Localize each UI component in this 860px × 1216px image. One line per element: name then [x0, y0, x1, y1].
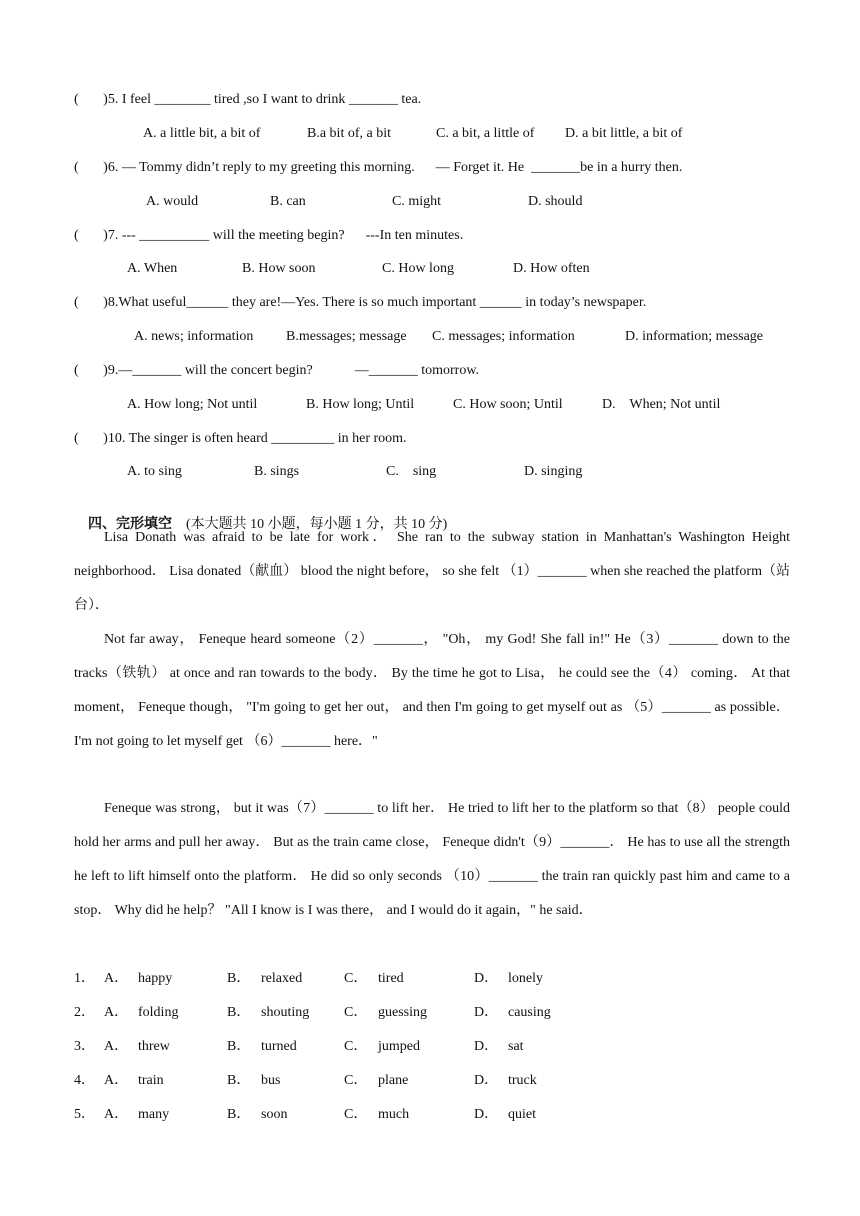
choice-option-b: soon	[261, 1107, 288, 1122]
option-c: C. messages; information	[432, 329, 575, 344]
option-b: B. sings	[254, 464, 300, 479]
choice-letter-c: C．	[344, 1039, 368, 1054]
choice-letter-a: A．	[104, 1073, 129, 1088]
choice-option-a: many	[138, 1107, 170, 1122]
choice-option-d: causing	[508, 1005, 551, 1020]
option-c: C. sing	[386, 464, 437, 479]
choice-number: 2．	[74, 1005, 95, 1020]
section-title: 四、完形填空	[88, 516, 172, 532]
choice-letter-d: D．	[474, 1073, 499, 1088]
choice-row	[74, 970, 674, 988]
question-5-stem: ( )5. I feel ________ tired ,so I want to drink _______ tea.	[74, 92, 422, 107]
choice-letter-d: D．	[474, 971, 499, 986]
choice-option-b: relaxed	[261, 971, 303, 986]
choice-letter-a: A．	[104, 1039, 129, 1054]
choice-letter-b: B．	[227, 1073, 251, 1088]
choice-option-c: guessing	[378, 1005, 427, 1020]
choice-letter-a: A．	[104, 971, 129, 986]
passage-paragraph-2: Not far away， Feneque heard someone（2）_______， "Oh， my God! She fall in!" He（3）_______ down to the tracks（铁轨） at once and ran towards to the body． By the time he got to Lisa， he could see the（4） coming． At that moment， Feneque though， "I'm going to get her out， and then I'm going to get myself out as （5）_______ as possible． I'm not going to let myself get （6）_______ here．"	[74, 632, 790, 749]
question-8-stem: ( )8.What useful______ they are!—Yes. There is so much important ______ in today’s newspaper.	[74, 295, 647, 310]
option-d: D. a bit little, a bit of	[565, 126, 683, 141]
choice-option-c: jumped	[378, 1039, 420, 1054]
choice-letter-d: D．	[474, 1039, 499, 1054]
choice-option-a: folding	[138, 1005, 179, 1020]
option-b: B. How long; Until	[306, 397, 415, 412]
choice-row	[74, 1038, 674, 1056]
choice-letter-a: A．	[104, 1107, 129, 1122]
question-7-stem: ( )7. --- __________ will the meeting begin? ---In ten minutes.	[74, 228, 464, 243]
option-d: D. information; message	[625, 329, 764, 344]
option-c: C. might	[392, 194, 442, 209]
question-6-stem: ( )6. — Tommy didn’t reply to my greeting this morning. — Forget it. He _______be in a hurry then.	[74, 160, 683, 175]
choice-number: 5．	[74, 1107, 95, 1122]
choice-option-c: plane	[378, 1073, 409, 1088]
choice-row	[74, 1072, 674, 1090]
option-a: A. How long; Not until	[127, 397, 258, 412]
choice-option-d: lonely	[508, 971, 543, 986]
option-b: B.a bit of, a bit	[307, 126, 391, 141]
option-d: D. singing	[524, 464, 583, 479]
choice-letter-b: B．	[227, 1107, 251, 1122]
option-c: C. a bit, a little of	[436, 126, 535, 141]
choice-letter-d: D．	[474, 1107, 499, 1122]
section-note: (本大题共 10 小题，每小题 1 分，共 10 分)	[186, 517, 448, 532]
choice-number: 1．	[74, 971, 95, 986]
choice-letter-b: B．	[227, 971, 251, 986]
option-b: B.messages; message	[286, 329, 407, 344]
choice-option-c: much	[378, 1107, 410, 1122]
option-b: B. can	[270, 194, 306, 209]
option-d: D. When; Not until	[602, 397, 721, 412]
choice-option-a: happy	[138, 971, 173, 986]
option-d: D. should	[528, 194, 583, 209]
choice-letter-c: C．	[344, 1073, 368, 1088]
choice-option-a: train	[138, 1073, 164, 1088]
passage-paragraph-3: Feneque was strong， but it was（7）_______ to lift her． He tried to lift her to the platform so that（8） people could hold her arms and pull her away． But as the train came close， Feneque didn't（9）_______． He has to use all the strength he left to lift himself onto the platform． He did so only seconds （10）_______ the train ran quickly past him and came to a stop． Why did he help？ "All I know is I was there， and I would do it again，" he said．	[74, 801, 790, 918]
option-c: C. How soon; Until	[453, 397, 563, 412]
question-10-stem: ( )10. The singer is often heard _________ in her room.	[74, 431, 407, 446]
choice-letter-b: B．	[227, 1005, 251, 1020]
option-a: A. news; information	[134, 329, 254, 344]
choice-option-d: sat	[508, 1039, 524, 1054]
option-a: A. to sing	[127, 464, 182, 479]
option-b: B. How soon	[242, 261, 316, 276]
choice-option-d: truck	[508, 1073, 537, 1088]
choice-option-b: bus	[261, 1073, 281, 1088]
choice-letter-c: C．	[344, 1005, 368, 1020]
choice-letter-c: C．	[344, 971, 368, 986]
option-d: D. How often	[513, 261, 590, 276]
passage-paragraph-1: Lisa Donath was afraid to be late for work． She ran to the subway station in Manhattan's Washington Height neighborhood． Lisa donated（献血） blood the night before， so she felt （1）_______ when she reached the platform（站台）．	[74, 530, 790, 613]
choice-option-d: quiet	[508, 1107, 536, 1122]
choice-option-b: shouting	[261, 1005, 310, 1020]
choice-number: 3．	[74, 1039, 95, 1054]
question-9-stem: ( )9.—_______ will the concert begin? —_______ tomorrow.	[74, 363, 480, 378]
choice-letter-c: C．	[344, 1107, 368, 1122]
choice-option-c: tired	[378, 971, 404, 986]
choice-letter-d: D．	[474, 1005, 499, 1020]
option-c: C. How long	[382, 261, 454, 276]
choice-option-b: turned	[261, 1039, 297, 1054]
choice-option-a: threw	[138, 1039, 170, 1054]
choice-letter-b: B．	[227, 1039, 251, 1054]
choice-row	[74, 1004, 674, 1022]
option-a: A. When	[127, 261, 178, 276]
choice-number: 4．	[74, 1073, 95, 1088]
option-a: A. would	[146, 194, 199, 209]
option-a: A. a little bit, a bit of	[143, 126, 261, 141]
choice-row	[74, 1106, 674, 1124]
choice-letter-a: A．	[104, 1005, 129, 1020]
